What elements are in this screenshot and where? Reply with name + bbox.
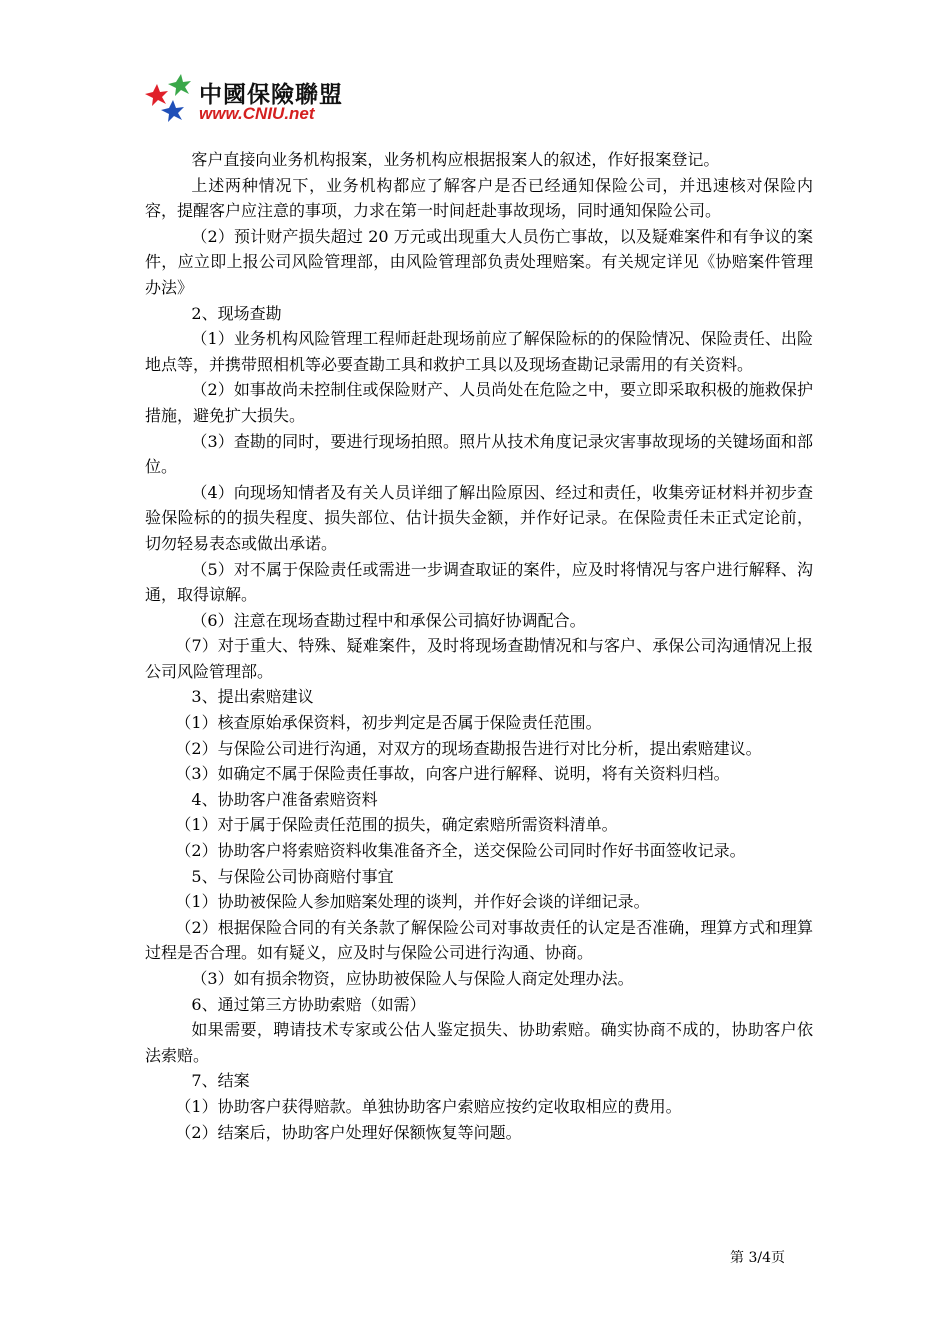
paragraph: （4）向现场知情者及有关人员详细了解出险原因、经过和责任，收集旁证材料并初步查验保险标的的损失程度、损失部位、估计损失金额，并作好记录。在保险责任未正式定论前，切勿轻易表态或做出承诺。 [145,482,813,553]
paragraph: 客户直接向业务机构报案，业务机构应根据报案人的叙述，作好报案登记。 [191,150,720,169]
logo [143,72,363,128]
paragraph: （3）查勘的同时，要进行现场拍照。照片从技术角度记录灾害事故现场的关键场面和部位。 [145,431,813,477]
paragraph: （2）结案后，协助客户处理好保额恢复等问题。 [175,1122,522,1142]
paragraph: （2）预计财产损失超过 20 万元或出现重大人员伤亡事故，以及疑难案件和有争议的案件，应立即上报公司风险管理部，由风险管理部负责处理赔案。有关规定详见《协赔案件管理办法》 [145,226,813,297]
document-body [145,147,813,1145]
paragraph: （2）与保险公司进行沟通，对双方的现场查勘报告进行对比分析，提出索赔建议。 [175,738,762,758]
paragraph: 上述两种情况下，业务机构都应了解客户是否已经通知保险公司，并迅速核对保险内容，提醒客户应注意的事项，力求在第一时间赶赴事故现场，同时通知保险公司。 [145,175,813,221]
logo-url: www.CNIU.net [199,104,315,123]
section-heading: 7、结案 [191,1071,250,1091]
paragraph: （2）如事故尚未控制住或保险财产、人员尚处在危险之中，要立即采取积极的施救保护措施，避免扩大损失。 [145,380,813,425]
section-heading: 3、提出索赔建议 [191,687,314,707]
paragraph: 如果需要，聘请技术专家或公估人鉴定损失、协助索赔。确实协商不成的，协助客户依法索赔。 [145,1020,813,1065]
paragraph: （1）业务机构风险管理工程师赶赴现场前应了解保险标的的保险情况、保险责任、出险地点等，并携带照相机等必要查勘工具和救护工具以及现场查勘记录需用的有关资料。 [145,329,813,374]
paragraph: （7）对于重大、特殊、疑难案件，及时将现场查勘情况和与客户、承保公司沟通情况上报公司风险管理部。 [145,636,813,681]
section-heading: 2、现场查勘 [191,303,282,323]
section-heading: 5、与保险公司协商赔付事宜 [191,866,394,886]
section-heading: 6、通过第三方协助索赔（如需） [191,994,426,1014]
paragraph: （5）对不属于保险责任或需进一步调查取证的案件，应及时将情况与客户进行解释、沟通，取得谅解。 [145,559,813,605]
paragraph: （1）协助客户获得赔款。单独协助客户索赔应按约定收取相应的费用。 [175,1096,682,1116]
paragraph: （6）注意在现场查勘过程中和承保公司搞好协调配合。 [191,610,586,630]
paragraph: （1）对于属于保险责任范围的损失，确定索赔所需资料清单。 [175,815,618,835]
paragraph: （2）协助客户将索赔资料收集准备齐全，送交保险公司同时作好书面签收记录。 [175,841,746,861]
paragraph: （1）核查原始承保资料，初步判定是否属于保险责任范围。 [175,713,602,733]
section-heading: 4、协助客户准备索赔资料 [191,789,378,809]
logo-stars-icon [143,72,199,128]
paragraph: （2）根据保险合同的有关条款了解保险公司对事故责任的认定是否准确，理算方式和理算过程是否合理。如有疑义，应及时与保险公司进行沟通、协商。 [145,917,813,963]
paragraph: （3）如确定不属于保险责任事故，向客户进行解释、说明，将有关资料归档。 [175,764,730,784]
paragraph: （3）如有损余物资，应协助被保险人与保险人商定处理办法。 [191,969,634,988]
paragraph: （1）协助被保险人参加赔案处理的谈判，并作好会谈的详细记录。 [175,892,650,912]
page-number: 第 3/4页 [730,1250,785,1266]
logo-title: 中國保險聯盟 [199,82,343,108]
